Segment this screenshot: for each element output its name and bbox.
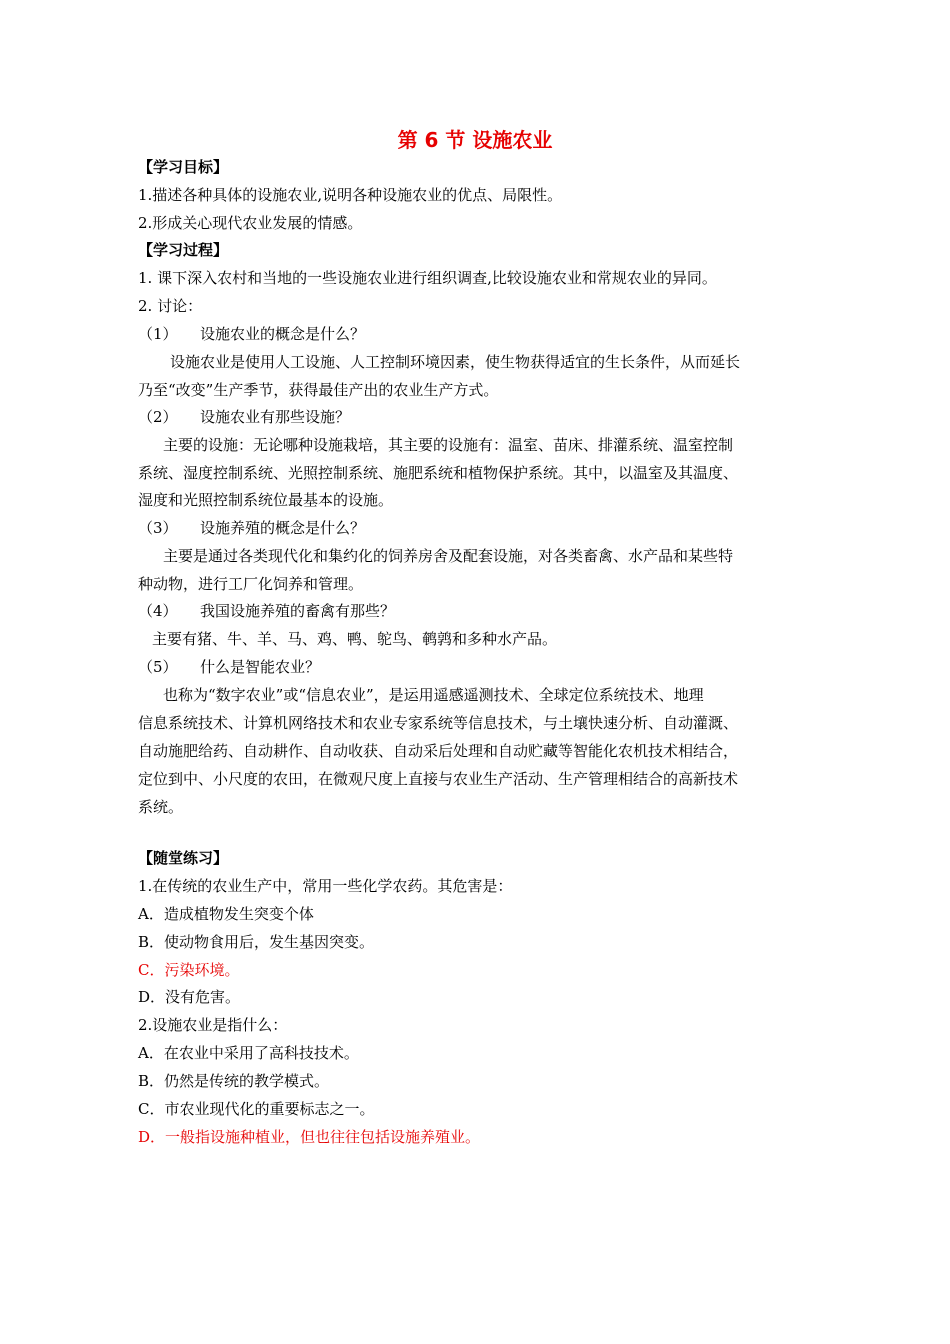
practice-option: B．使动物食用后，发生基因突变。 bbox=[138, 933, 375, 951]
question-text: 设施农业的概念是什么？ bbox=[200, 325, 366, 343]
process-step: 1. 课下深入农村和当地的一些设施农业进行组织调查,比较设施农业和常规农业的异同。 bbox=[138, 269, 717, 287]
answer-line: 湿度和光照控制系统位最基本的设施。 bbox=[138, 491, 394, 509]
answer-line: 自动施肥给药、自动耕作、自动收获、自动采后处理和自动贮藏等智能化农机技术相结合， bbox=[138, 742, 739, 760]
objective-item: 2.形成关心现代农业发展的情感。 bbox=[138, 214, 363, 232]
question-number: （3） bbox=[138, 519, 178, 537]
answer-line: 定位到中、小尺度的农田，在微观尺度上直接与农业生产活动、生产管理相结合的高新技术 bbox=[138, 770, 739, 788]
question-text: 什么是智能农业？ bbox=[200, 658, 321, 676]
answer-line: 主要的设施：无论哪种设施栽培，其主要的设施有：温室、苗床、排灌系统、温室控制 bbox=[163, 436, 734, 454]
answer-line: 系统。 bbox=[138, 798, 184, 816]
answer-line: 设施农业是使用人工设施、人工控制环境因素，使生物获得适宜的生长条件，从而延长 bbox=[170, 353, 741, 371]
question-number: （4） bbox=[138, 602, 178, 620]
answer-line: 主要有猪、牛、羊、马、鸡、鸭、鸵鸟、鹌鹑和多种水产品。 bbox=[152, 630, 558, 648]
question-number: （5） bbox=[138, 658, 178, 676]
practice-question-stem: 1.在传统的农业生产中，常用一些化学农药。其危害是： bbox=[138, 877, 513, 895]
answer-line: 种动物，进行工厂化饲养和管理。 bbox=[138, 575, 364, 593]
answer-line: 系统、湿度控制系统、光照控制系统、施肥系统和植物保护系统。其中，以温室及其温度、 bbox=[138, 464, 739, 482]
practice-option: C．市农业现代化的重要标志之一。 bbox=[138, 1100, 375, 1118]
question-number: （2） bbox=[138, 408, 178, 426]
practice-option: A．在农业中采用了高科技技术。 bbox=[138, 1044, 359, 1062]
answer-line: 乃至“改变”生产季节，获得最佳产出的农业生产方式。 bbox=[138, 381, 499, 399]
question-text: 设施农业有那些设施？ bbox=[200, 408, 351, 426]
objectives-heading: 【学习目标】 bbox=[138, 158, 229, 176]
question bbox=[138, 324, 365, 344]
answer-line: 信息系统技术、计算机网络技术和农业专家系统等信息技术，与土壤快速分析、自动灌溉、 bbox=[138, 714, 739, 732]
question bbox=[138, 601, 395, 621]
question bbox=[138, 657, 320, 677]
process-heading: 【学习过程】 bbox=[138, 241, 229, 259]
practice-option-correct: C．污染环境。 bbox=[138, 961, 240, 979]
question-text: 设施养殖的概念是什么？ bbox=[200, 519, 366, 537]
process-step: 2. 讨论： bbox=[138, 297, 203, 315]
practice-option: B．仍然是传统的教学模式。 bbox=[138, 1072, 330, 1090]
practice-question-stem: 2.设施农业是指什么： bbox=[138, 1016, 288, 1034]
page-title: 第 6 节 设施农业 bbox=[397, 128, 553, 152]
question bbox=[138, 518, 365, 538]
practice-option: D．没有危害。 bbox=[138, 988, 241, 1006]
answer-line: 也称为“数字农业”或“信息农业”，是运用遥感遥测技术、全球定位系统技术、地理 bbox=[163, 686, 704, 704]
question-number: （1） bbox=[138, 325, 178, 343]
question bbox=[138, 407, 350, 427]
practice-heading: 【随堂练习】 bbox=[138, 849, 229, 867]
answer-line: 主要是通过各类现代化和集约化的饲养房舍及配套设施，对各类畜禽、水产品和某些特 bbox=[163, 547, 734, 565]
practice-option-correct: D．一般指设施种植业，但也往往包括设施养殖业。 bbox=[138, 1128, 481, 1146]
practice-option: A．造成植物发生突变个体 bbox=[138, 905, 314, 923]
objective-item: 1.描述各种具体的设施农业,说明各种设施农业的优点、局限性。 bbox=[138, 186, 563, 204]
question-text: 我国设施养殖的畜禽有那些？ bbox=[200, 602, 396, 620]
